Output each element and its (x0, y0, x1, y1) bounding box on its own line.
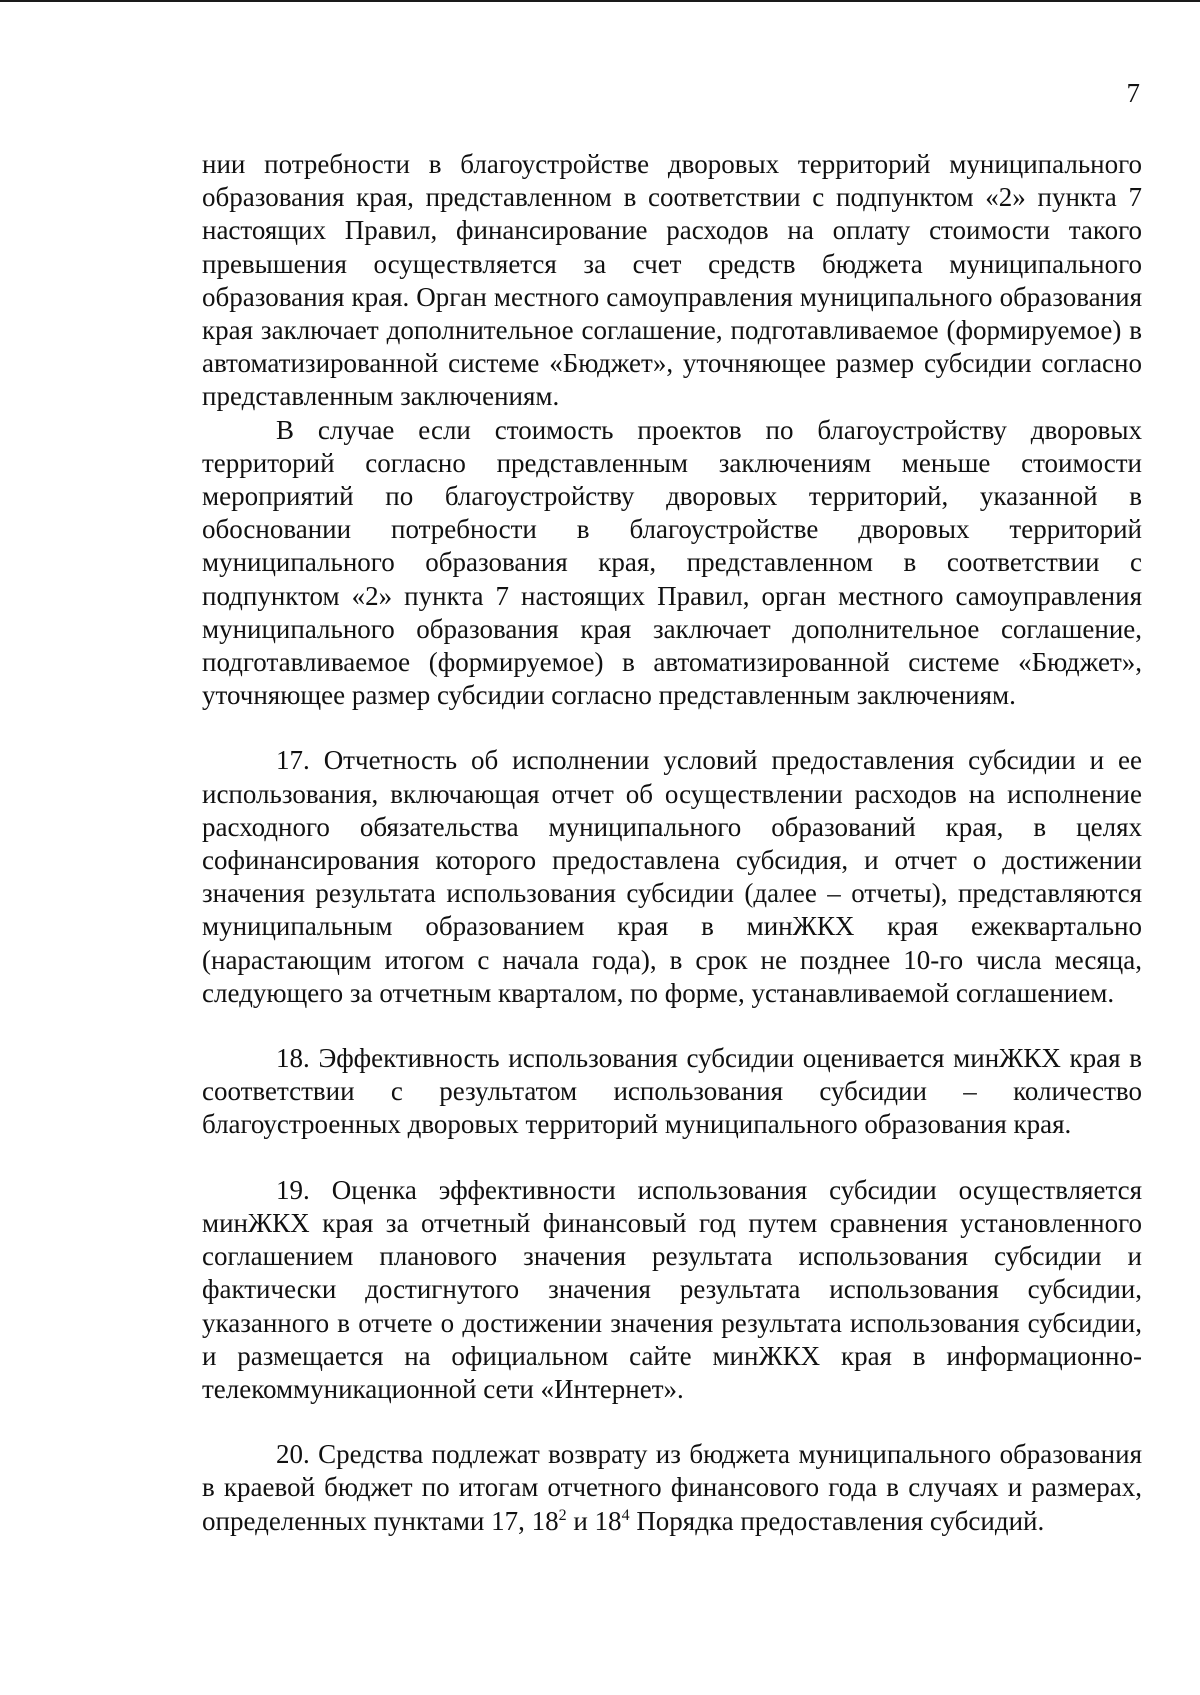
document-body (202, 148, 1142, 1538)
paragraph-20 (202, 1438, 1142, 1538)
paragraph-18: 18. Эффективность использования субсидии оценивается минЖКХ края в соответствии с результатом использования субсидии – количество благоустроенных дворовых территорий муниципального образования края. (202, 1043, 1142, 1140)
superscript-2: 2 (558, 1506, 567, 1524)
paragraph-case: В случае если стоимость проектов по благоустройству дворовых территорий согласно представленным заключениям меньше стоимости мероприятий по благоустройству дворовых территорий, указанной в обосновании потребности в благоустройстве дворовых территорий муниципального образования края, представленном в соответствии с подпунктом «2» пункта 7 настоящих Правил, орган местного самоуправления муниципального образования края заключает дополнительное соглашение, подготавливаемое (формируемое) в автоматизированной системе «Бюджет», уточняющее размер субсидии согласно представленным заключениям. (202, 414, 1142, 711)
paragraph-20-text-middle: и 18 (566, 1505, 622, 1536)
paragraph-20-text-after: Порядка предоставления субсидий. (629, 1505, 1045, 1536)
paragraph-17: 17. Отчетность об исполнении условий предоставления субсидии и ее использования, включающая отчет об осуществлении расходов на исполнение расходного обязательства муниципального образований края, в целях софинансирования которого предоставлена субсидия, и отчет о достижении значения результата использования субсидии (далее – отчеты), представляются муниципальным образованием края в минЖКХ края ежеквартально (нарастающим итогом с начала года), в срок не позднее 10-го числа месяца, следующего за отчетным кварталом, по форме, устанавливаемой соглашением. (202, 745, 1142, 1008)
superscript-4: 4 (621, 1506, 630, 1524)
paragraph-continuation: нии потребности в благоустройстве дворовых территорий муниципального образования края, представленном в соответствии с подпунктом «2» пункта 7 настоящих Правил, финансирование расходов на оплату стоимости такого превышения осуществляется за счет средств бюджета муниципального образования края. Орган местного самоуправления муниципального образования края заключает дополнительное соглашение, подготавливаемое (формируемое) в автоматизированной системе «Бюджет», уточняющее размер субсидии согласно представленным заключениям. (202, 149, 1142, 412)
top-border-line (0, 0, 1200, 2)
paragraph-19: 19. Оценка эффективности использования субсидии осуществляется минЖКХ края за отчетный финансовый год путем сравнения установленного соглашением планового значения результата использования субсидии и фактически достигнутого значения результата использования субсидии, указанного в отчете о достижении значения результата использования субсидии, и размещается на официальном сайте минЖКХ края в информационно-телекоммуникационной сети «Интернет». (202, 1174, 1142, 1404)
paragraph-20-text-before: 20. Средства подлежат возврату из бюджета муниципального образования в краевой бюджет по итогам отчетного финансового года в случаях и размерах, определенных пунктами 17, 18 (202, 1439, 1142, 1536)
page-number: 7 (1126, 78, 1140, 108)
